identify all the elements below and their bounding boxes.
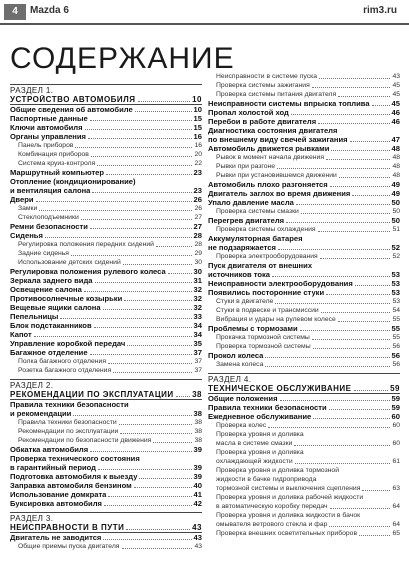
toc-list [10, 105, 202, 177]
toc-entry [10, 168, 202, 177]
toc-entry-text: Двигатель заглох во время движения [208, 189, 351, 198]
toc-entry [10, 186, 202, 195]
page-number: 4 [4, 4, 26, 20]
toc-entry-text: Использование домкрата [10, 490, 107, 499]
toc-entry-text: охлаждающей жидкости [216, 458, 293, 465]
section-label: РАЗДЕЛ 4. [208, 375, 252, 384]
toc-entry-line: Пуск двигателя от внешних [208, 261, 313, 270]
toc-entry [10, 330, 202, 339]
toc-entry [10, 427, 202, 436]
toc-entry-page: 56 [391, 351, 400, 360]
toc-entry-text: Общие приемы пуска двигателя [18, 543, 120, 550]
toc-list [10, 472, 202, 508]
toc-entry [10, 490, 202, 499]
toc-list [10, 195, 202, 375]
toc-list [208, 72, 400, 126]
page-title: СОДЕРЖАНИЕ [10, 42, 235, 75]
toc-entry-text: Появились посторонние стуки [208, 288, 325, 297]
toc-entry-text: Заправка автомобиля бензином [10, 481, 132, 490]
toc-entry-page: 32 [193, 303, 202, 312]
toc-entry-text: Замки [18, 205, 38, 212]
toc-entry-line: жидкости в бачке гидропривода [216, 476, 317, 483]
toc-entry-page: 16 [194, 142, 202, 149]
toc-entry [10, 542, 202, 551]
toc-entry-page: 45 [392, 91, 400, 98]
toc-entry-page: 55 [391, 324, 400, 333]
toc-entry [208, 306, 400, 315]
toc-entry-page: 31 [193, 276, 202, 285]
toc-list [208, 252, 400, 261]
section-page: 59 [390, 384, 400, 393]
toc-entry [10, 533, 202, 542]
toc-entry-page: 52 [391, 243, 400, 252]
toc-entry-line: Проверка уровня и доливка [216, 431, 304, 438]
toc-entry-page: 65 [392, 530, 400, 537]
toc-entry [10, 357, 202, 366]
section-page: 43 [192, 523, 202, 532]
toc-entry-page: 48 [392, 154, 400, 161]
toc-entry-text: Розетка багажного отделения [18, 367, 112, 374]
toc-entry-page: 55 [392, 316, 400, 323]
toc-entry [208, 394, 400, 403]
toc-entry-page: 46 [391, 108, 400, 117]
toc-entry-page: 15 [193, 123, 202, 132]
toc-entry-text: масла в системе смазки [216, 440, 293, 447]
toc-entry-page: 23 [193, 186, 202, 195]
toc-entry [10, 150, 202, 159]
section-header-1 [10, 84, 202, 105]
toc-entry-text: Использование детских сидений [18, 259, 121, 266]
toc-entry-text: Перегрев двигателя [208, 216, 285, 225]
toc-entry-page: 35 [193, 339, 202, 348]
toc-entry-text: в автоматическую коробку передач [216, 503, 328, 510]
toc-entry-page: 38 [194, 428, 202, 435]
toc-entry [208, 225, 400, 234]
toc-entry-text: Рывки при установившемся движении [216, 172, 337, 179]
toc-entry [208, 439, 400, 448]
toc-entry-text: Рекомендации по эксплуатации [18, 428, 119, 435]
toc-entry [10, 409, 202, 418]
toc-entry-text: и рекомендации [10, 409, 72, 418]
toc-entry-page: 28 [194, 241, 202, 248]
toc-entry-line: Проверка уровня и доливка [216, 449, 304, 456]
toc-entry-text: Неисправности системы впрыска топлива [208, 99, 370, 108]
toc-entry [208, 252, 400, 261]
toc-entry [208, 270, 400, 279]
toc-entry-page: 27 [194, 214, 202, 221]
toc-entry-page: 43 [392, 73, 400, 80]
toc-entry-text: Блок подстаканников [10, 321, 92, 330]
toc-entry [208, 162, 400, 171]
toc-entry [208, 90, 400, 99]
toc-entry [10, 141, 202, 150]
toc-entry-page: 61 [392, 458, 400, 465]
toc-entry [10, 258, 202, 267]
toc-entry [208, 171, 400, 180]
toc-entry-text: Противосолнечные козырьки [10, 294, 123, 303]
toc-entry-page: 39 [193, 472, 202, 481]
toc-entry [208, 189, 400, 198]
toc-entry-page: 45 [392, 82, 400, 89]
toc-entry-text: и вентиляция салона [10, 186, 91, 195]
toc-entry-page: 43 [193, 533, 202, 542]
toc-entry-page: 56 [392, 343, 400, 350]
toc-entry [208, 412, 400, 421]
toc-entry-line: Аккумуляторная батарея [208, 234, 303, 243]
toc-entry-page: 47 [391, 135, 400, 144]
toc-entry-text: Ключи автомобиля [10, 123, 83, 132]
toc-entry-text: Проблемы с тормозами [208, 324, 298, 333]
toc-entry-page: 60 [391, 412, 400, 421]
section-title-text: ТЕХНИЧЕСКОЕ ОБСЛУЖИВАНИЕ [208, 384, 352, 393]
toc-entry [208, 484, 400, 493]
toc-entry [208, 279, 400, 288]
toc-entry-text: Регулировка положения передних сидений [18, 241, 154, 248]
toc-entry [208, 99, 400, 108]
toc-entry-page: 20 [194, 151, 202, 158]
toc-entry-text: Упало давление масла [208, 198, 294, 207]
section-title [208, 384, 400, 394]
section-label: РАЗДЕЛ 1. [10, 86, 54, 95]
toc-entry-page: 56 [392, 361, 400, 368]
toc-entry-page: 39 [193, 445, 202, 454]
toc-entry-page: 42 [193, 499, 202, 508]
toc-entry-page: 32 [193, 285, 202, 294]
toc-entry-text: Ежедневное обслуживание [208, 412, 312, 421]
toc-entry-page: 27 [193, 222, 202, 231]
toc-entry [10, 267, 202, 276]
toc-entry [10, 123, 202, 132]
page-header [0, 0, 409, 24]
toc-entry-text: Перебои в работе двигателя [208, 117, 317, 126]
toc-entry-page: 38 [193, 409, 202, 418]
toc-entry-text: Замена колеса [216, 361, 264, 368]
toc-entry-page: 59 [391, 403, 400, 412]
toc-entry [208, 457, 400, 466]
toc-entry-text: Комбинация приборов [18, 151, 89, 158]
section-title [10, 523, 202, 533]
toc-entry-page: 37 [194, 367, 202, 374]
toc-entry-page: 38 [194, 419, 202, 426]
toc-entry-line: Проверка уровня и доливка тормозной [216, 467, 340, 474]
toc-entry-text: Неисправности электрооборудования [208, 279, 353, 288]
toc-entry [10, 303, 202, 312]
toc-entry-page: 46 [391, 117, 400, 126]
toc-entry [208, 324, 400, 333]
toc-entry-page: 53 [391, 270, 400, 279]
toc-entry-page: 33 [193, 312, 202, 321]
toc-entry-line: Проверка уровня и доливка жидкости в бачок [216, 512, 361, 519]
toc-entry [208, 198, 400, 207]
toc-entry-page: 53 [391, 279, 400, 288]
toc-entry [208, 216, 400, 225]
toc-entry [10, 294, 202, 303]
toc-entry [10, 418, 202, 427]
toc-entry-text: в гарантийный период [10, 463, 96, 472]
toc-entry [208, 108, 400, 117]
toc-entry-page: 26 [194, 205, 202, 212]
toc-entry-text: источников тока [208, 270, 271, 279]
toc-entry-page: 50 [392, 208, 400, 215]
toc-entry [10, 240, 202, 249]
toc-entry-line: Правила техники безопасности [10, 400, 129, 409]
toc-entry-text: Проверка системы смазки [216, 208, 299, 215]
toc-entry-text: Правила техники безопасности [208, 403, 327, 412]
toc-entry-text: Общие положения [208, 394, 278, 403]
toc-entry [208, 180, 400, 189]
toc-entry-text: Неисправности в системе пуска [216, 73, 318, 80]
toc-entry-page: 34 [193, 330, 202, 339]
toc-entry-text: Буксировка автомобиля [10, 499, 102, 508]
toc-entry-page: 28 [193, 231, 202, 240]
toc-entry-page: 52 [392, 253, 400, 260]
toc-entry [208, 153, 400, 162]
toc-entry-page: 34 [193, 321, 202, 330]
toc-entry-page: 43 [194, 543, 202, 550]
brand-name: Mazda 6 [30, 5, 69, 16]
toc-entry-text: Вибрация и удары на рулевом колесе [216, 316, 336, 323]
toc-entry [10, 339, 202, 348]
toc-entry-page: 37 [194, 358, 202, 365]
toc-entry-text: Зеркала заднего вида [10, 276, 93, 285]
toc-entry-text: Рывок в момент начала движения [216, 154, 325, 161]
section-header-3 [10, 512, 202, 533]
toc-entry-text: Обкатка автомобиля [10, 445, 89, 454]
section-header-4 [208, 373, 400, 394]
toc-entry-page: 51 [392, 226, 400, 233]
toc-entry-text: Вещевые ящики салона [10, 303, 101, 312]
toc-entry-page: 39 [193, 463, 202, 472]
toc-entry [10, 132, 202, 141]
section-title-text: РЕКОМЕНДАЦИИ ПО ЭКСПЛУАТАЦИИ [10, 390, 174, 399]
toc-entry-text: Проверка колес [216, 422, 267, 429]
toc-entry-text: Автомобиль движется рывками [208, 144, 330, 153]
toc-entry-text: Органы управления [10, 132, 86, 141]
toc-entry [208, 342, 400, 351]
toc-entry-text: Полка багажного отделения [18, 358, 106, 365]
toc-entry-text: Прокол колеса [208, 351, 264, 360]
section-label: РАЗДЕЛ 2. [10, 381, 54, 390]
toc-entry [208, 144, 400, 153]
toc-entry-page: 16 [193, 132, 202, 141]
toc-entry-text: омывателя ветрового стекла и фар [216, 521, 328, 528]
toc-entry-line: Проверка уровня и доливка рабочей жидкости [216, 494, 364, 501]
toc-entry-line: Диагностика состояния двигателя [208, 126, 338, 135]
toc-entry-page: 30 [194, 259, 202, 266]
toc-entry-page: 45 [391, 99, 400, 108]
toc-entry [10, 213, 202, 222]
toc-entry-text: Задние сиденья [18, 250, 69, 257]
toc-entry [10, 348, 202, 357]
toc-entry-page: 48 [391, 144, 400, 153]
toc-entry-text: Общие сведения об автомобиле [10, 105, 133, 114]
section-page: 10 [192, 95, 202, 104]
site-name: rim3.ru [363, 5, 397, 16]
toc-entry [10, 445, 202, 454]
toc-entry-text: не подзаряжается [208, 243, 276, 252]
toc-entry [208, 351, 400, 360]
toc-entry-text: тормозной системы и выключения сцепления [216, 485, 361, 492]
toc-entry-text: Система круиз-контроля [18, 160, 96, 167]
toc-entry [10, 195, 202, 204]
toc-entry-text: Рекомендации по безопасности движения [18, 437, 152, 444]
toc-entry-page: 10 [193, 105, 202, 114]
toc-entry [10, 436, 202, 445]
toc-entry [10, 249, 202, 258]
toc-entry-text: Стуки в двигателе [216, 298, 274, 305]
toc-right-column [208, 72, 400, 538]
toc-entry [208, 117, 400, 126]
toc-entry-text: Панель приборов [18, 142, 74, 149]
toc-entry [10, 204, 202, 213]
toc-entry-text: Регулировка положения рулевого колеса [10, 267, 166, 276]
toc-entry-page: 53 [392, 298, 400, 305]
toc-list [208, 529, 400, 538]
section-title-text: НЕИСПРАВНОСТИ В ПУТИ [10, 523, 125, 532]
toc-entry-page: 38 [194, 437, 202, 444]
toc-entry [10, 321, 202, 330]
toc-entry-page: 50 [391, 216, 400, 225]
toc-entry [208, 72, 400, 81]
section-title-text: УСТРОЙСТВО АВТОМОБИЛЯ [10, 95, 136, 104]
toc-entry-text: Стуки в подвеске и трансмиссии [216, 307, 319, 314]
toc-list [208, 279, 400, 369]
toc-entry-line: Отопление (кондиционирование) [10, 177, 136, 186]
toc-entry [208, 135, 400, 144]
toc-entry [10, 276, 202, 285]
toc-entry-page: 37 [193, 348, 202, 357]
toc-entry-page: 15 [193, 114, 202, 123]
toc-entry [208, 315, 400, 324]
toc-entry-page: 41 [193, 490, 202, 499]
toc-entry-page: 53 [391, 288, 400, 297]
toc-entry [10, 222, 202, 231]
toc-entry-text: Сиденья [10, 231, 43, 240]
toc-entry-text: Маршрутный компьютер [10, 168, 105, 177]
toc-left-column [10, 80, 202, 551]
toc-entry-text: Стеклоподъемники [18, 214, 79, 221]
toc-entry [208, 403, 400, 412]
toc-entry [208, 243, 400, 252]
toc-entry-text: Освещение салона [10, 285, 82, 294]
toc-entry-page: 29 [194, 250, 202, 257]
toc-entry [10, 312, 202, 321]
toc-entry-text: Правила техники безопасности [18, 419, 117, 426]
toc-entry-page: 32 [193, 294, 202, 303]
toc-entry-text: по внешнему виду свечей зажигания [208, 135, 348, 144]
toc-entry-text: Проверка системы питания двигателя [216, 91, 337, 98]
toc-entry-page: 63 [392, 485, 400, 492]
toc-entry-text: Багажное отделение [10, 348, 88, 357]
toc-entry [10, 105, 202, 114]
toc-entry-text: Подготовка автомобиля к выезду [10, 472, 138, 481]
toc-entry-text: Проверка системы охлаждения [216, 226, 316, 233]
toc-entry-text: Рывки при разгоне [216, 163, 276, 170]
toc-entry-text: Капот [10, 330, 32, 339]
section-page: 38 [192, 390, 202, 399]
toc-entry [10, 285, 202, 294]
header-divider [0, 23, 409, 25]
toc-entry-line: Проверка технического состояния [10, 454, 140, 463]
toc-entry [10, 481, 202, 490]
toc-entry-text: Двери [10, 195, 34, 204]
toc-entry-page: 40 [193, 481, 202, 490]
toc-entry-page: 48 [392, 172, 400, 179]
section-title [10, 390, 202, 400]
toc-entry-text: Автомобиль плохо разгоняется [208, 180, 328, 189]
toc-entry-page: 64 [392, 503, 400, 510]
toc-entry-page: 54 [392, 307, 400, 314]
toc-entry-text: Проверка внешних осветительных приборов [216, 530, 358, 537]
toc-list [10, 418, 202, 454]
toc-entry [10, 231, 202, 240]
toc-entry [208, 360, 400, 369]
toc-entry-page: 60 [392, 440, 400, 447]
toc-entry-text: Двигатель не заводится [10, 533, 102, 542]
toc-entry [10, 472, 202, 481]
toc-entry-page: 60 [392, 422, 400, 429]
toc-entry-text: Проверка электрооборудования [216, 253, 318, 260]
toc-entry [208, 520, 400, 529]
toc-entry [208, 502, 400, 511]
toc-entry-page: 26 [193, 195, 202, 204]
toc-entry-text: Ремни безопасности [10, 222, 88, 231]
toc-entry-page: 50 [391, 198, 400, 207]
toc-entry [208, 333, 400, 342]
section-title [10, 95, 202, 105]
toc-entry [208, 207, 400, 216]
toc-entry [208, 529, 400, 538]
toc-entry [10, 114, 202, 123]
toc-entry-page: 23 [193, 168, 202, 177]
toc-entry-text: Проверка системы зажигания [216, 82, 310, 89]
toc-entry-page: 49 [391, 189, 400, 198]
toc-entry-page: 64 [392, 521, 400, 528]
toc-entry-text: Прокачка тормозной системы [216, 334, 310, 341]
toc-entry-text: Управление коробкой передач [10, 339, 126, 348]
toc-entry-text: Пропал холостой ход [208, 108, 289, 117]
toc-entry-text: Паспортные данные [10, 114, 88, 123]
toc-entry-text: Пепельницы [10, 312, 59, 321]
toc-entry-text: Проверка тормозной системы [216, 343, 311, 350]
toc-entry [208, 81, 400, 90]
toc-list [208, 144, 400, 234]
section-label: РАЗДЕЛ 3. [10, 514, 54, 523]
toc-entry-page: 48 [392, 163, 400, 170]
toc-entry [10, 499, 202, 508]
toc-entry [208, 297, 400, 306]
toc-entry [10, 463, 202, 472]
toc-entry [10, 366, 202, 375]
toc-entry [208, 421, 400, 430]
toc-list [10, 533, 202, 551]
toc-entry-page: 59 [391, 394, 400, 403]
toc-entry [208, 288, 400, 297]
toc-list [208, 394, 400, 430]
toc-entry-page: 55 [392, 334, 400, 341]
toc-entry-page: 22 [194, 160, 202, 167]
toc-entry-page: 30 [193, 267, 202, 276]
toc-entry [10, 159, 202, 168]
section-header-2 [10, 379, 202, 400]
toc-entry-page: 49 [391, 180, 400, 189]
